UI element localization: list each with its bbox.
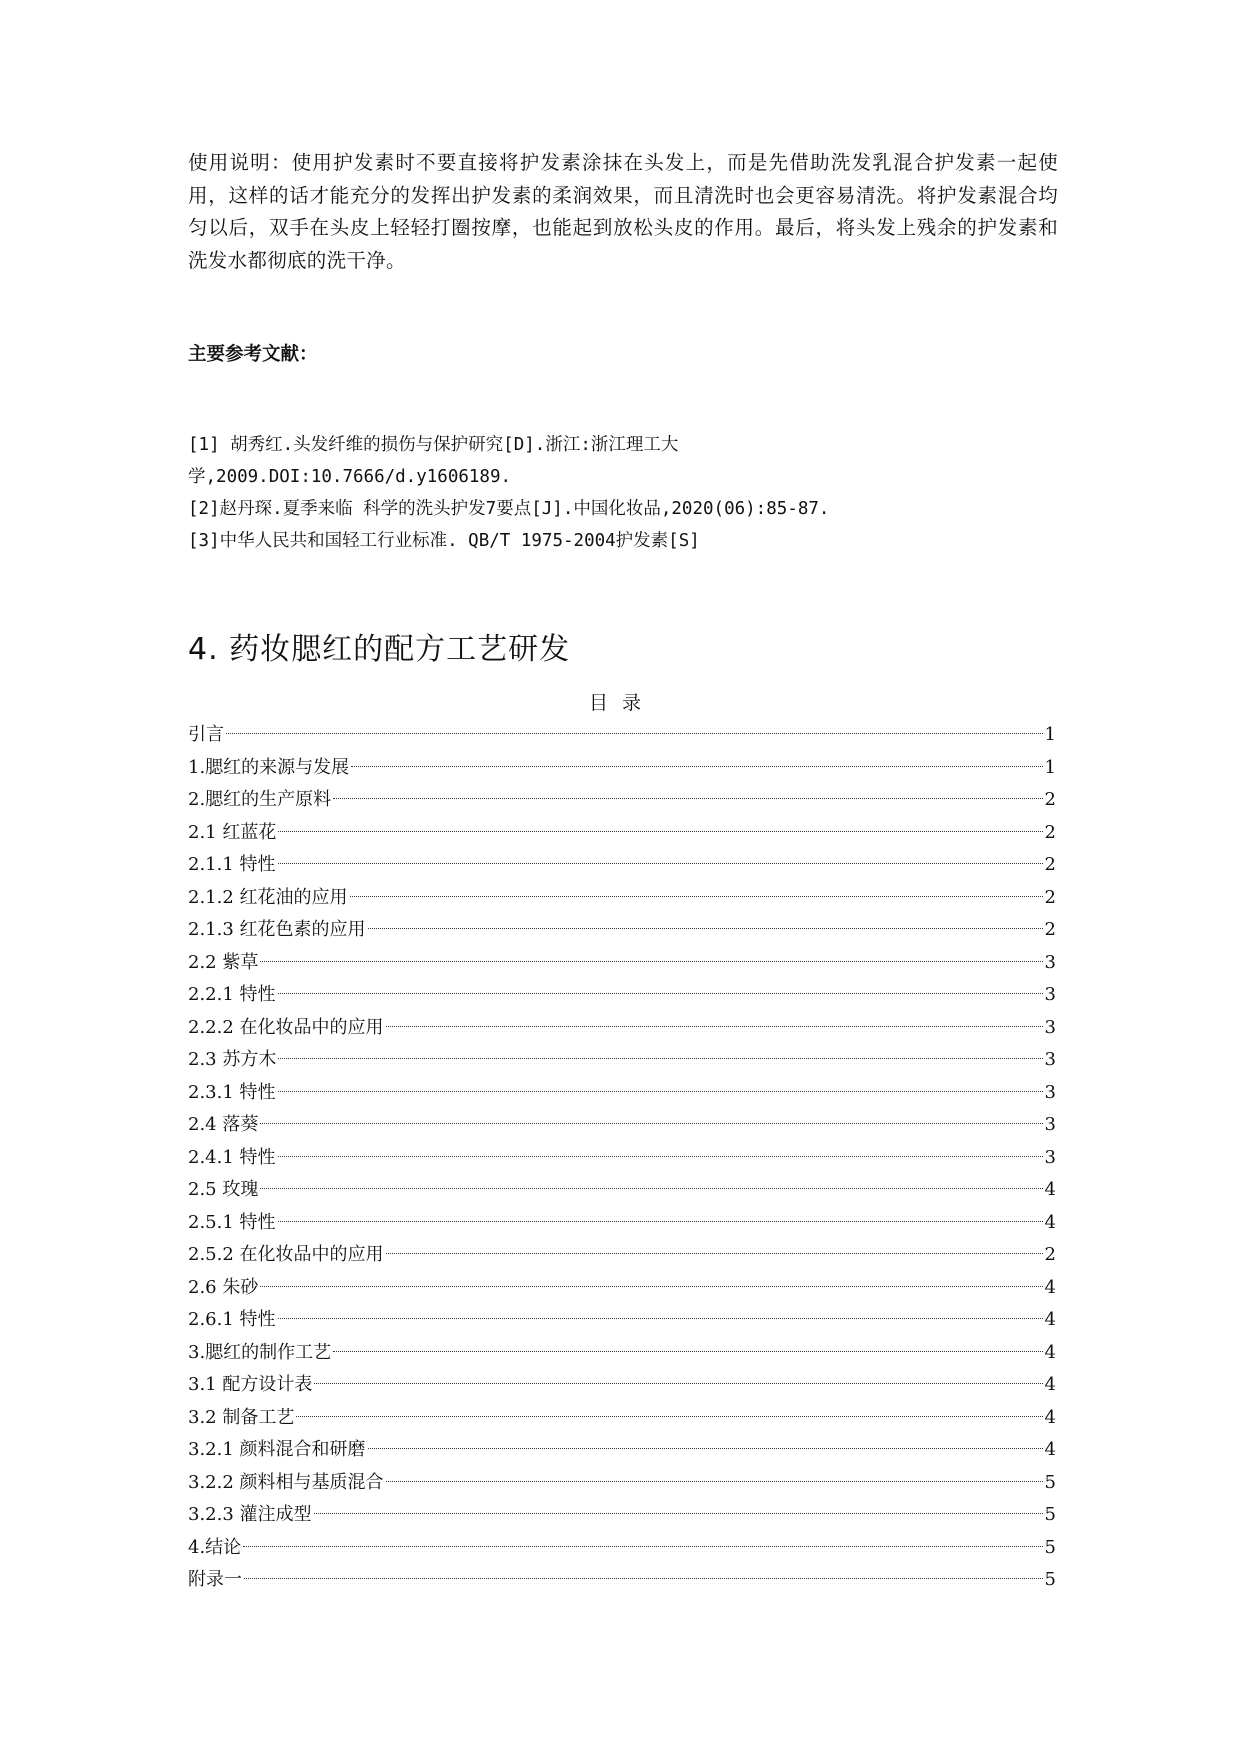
toc-entry-label: 附录一 <box>188 1569 242 1590</box>
toc-leader-dots <box>260 1286 1042 1287</box>
toc-entry[interactable] <box>188 784 1056 817</box>
toc-entry-page: 3 <box>1044 951 1056 973</box>
toc-entry-page: 2 <box>1044 789 1056 810</box>
toc-entry-page: 4 <box>1044 1341 1056 1363</box>
toc-entry-page: 4 <box>1044 1309 1056 1330</box>
toc-entry-page: 1 <box>1044 724 1056 745</box>
toc-leader-dots <box>278 1156 1043 1157</box>
toc-entry-page: 5 <box>1044 1504 1056 1525</box>
references-list <box>188 429 1088 557</box>
toc-leader-dots <box>278 831 1042 832</box>
toc-entry[interactable] <box>188 1142 1056 1175</box>
toc-entry[interactable] <box>188 1337 1056 1370</box>
toc-entry-label: 3.2.2 颜料相与基质混合 <box>188 1471 384 1493</box>
toc-entry-label: 2.5 玫瑰 <box>188 1179 259 1200</box>
toc-entry[interactable] <box>188 1564 1056 1597</box>
usage-instructions: 使用说明：使用护发素时不要直接将护发素涂抹在头发上，而是先借助洗发乳混合护发素一起使用，这样的话才能充分的发挥出护发素的柔润效果，而且清洗时也会更容易清洗。将护发素混合均匀以后，双手在头皮上轻轻打圈按摩，也能起到放松头皮的作用。最后，将头发上残余的护发素和洗发水都彻底的洗干净。 <box>188 151 1058 272</box>
toc-entry-page: 2 <box>1044 886 1056 908</box>
toc-entry[interactable] <box>188 1369 1056 1402</box>
toc-leader-dots <box>333 1351 1042 1352</box>
toc-entry-label: 2.3 苏方木 <box>188 1049 277 1070</box>
toc-entry-label: 2.6.1 特性 <box>188 1309 276 1330</box>
toc-leader-dots <box>314 1513 1043 1514</box>
toc-entry-page: 4 <box>1044 1179 1056 1200</box>
toc-entry[interactable] <box>188 1434 1056 1467</box>
toc-entry-page: 1 <box>1044 756 1056 778</box>
toc-entry-label: 2.2 紫草 <box>188 951 259 973</box>
toc-entry[interactable] <box>188 752 1056 785</box>
toc-entry-page: 3 <box>1044 1146 1056 1168</box>
toc-entry-page: 4 <box>1044 1439 1056 1460</box>
toc-entry[interactable] <box>188 817 1056 850</box>
toc-entry-label: 2.5.1 特性 <box>188 1211 276 1233</box>
toc-entry-label: 2.腮红的生产原料 <box>188 789 332 810</box>
toc-entry-label: 2.1.2 红花油的应用 <box>188 886 348 908</box>
table-of-contents <box>188 719 1056 1597</box>
reference-item: 学,2009.DOI:10.7666/d.y1606189. <box>188 467 512 487</box>
toc-entry[interactable] <box>188 1174 1056 1207</box>
toc-leader-dots <box>350 896 1043 897</box>
toc-leader-dots <box>278 1058 1042 1059</box>
toc-entry-page: 5 <box>1044 1536 1056 1558</box>
toc-entry-page: 2 <box>1044 919 1056 940</box>
reference-item: [3]中华人民共和国轻工行业标准. QB/T 1975-2004护发素[S] <box>188 531 700 551</box>
toc-entry-page: 4 <box>1044 1374 1056 1395</box>
toc-leader-dots <box>278 1091 1043 1092</box>
toc-entry-page: 3 <box>1044 1081 1056 1103</box>
toc-entry[interactable] <box>188 1467 1056 1500</box>
toc-leader-dots <box>368 928 1043 929</box>
toc-leader-dots <box>278 1318 1043 1319</box>
toc-entry-page: 5 <box>1044 1569 1056 1590</box>
toc-entry-page: 2 <box>1044 821 1056 843</box>
toc-entry[interactable] <box>188 849 1056 882</box>
toc-leader-dots <box>351 766 1042 767</box>
reference-item: [2]赵丹琛.夏季来临 科学的洗头护发7要点[J].中国化妆品,2020(06):85-87. <box>188 499 830 519</box>
toc-leader-dots <box>333 798 1042 799</box>
toc-leader-dots <box>243 1546 1042 1547</box>
toc-entry-page: 2 <box>1044 1244 1056 1265</box>
toc-entry-page: 4 <box>1044 1406 1056 1428</box>
toc-entry-page: 3 <box>1044 1114 1056 1135</box>
toc-entry[interactable] <box>188 1044 1056 1077</box>
toc-entry-page: 4 <box>1044 1276 1056 1298</box>
toc-leader-dots <box>386 1481 1043 1482</box>
toc-entry-page: 4 <box>1044 1211 1056 1233</box>
toc-entry-label: 2.3.1 特性 <box>188 1081 276 1103</box>
toc-leader-dots <box>386 1026 1043 1027</box>
toc-entry-label: 3.1 配方设计表 <box>188 1374 313 1395</box>
toc-entry-label: 2.1.1 特性 <box>188 854 276 875</box>
toc-entry-label: 2.5.2 在化妆品中的应用 <box>188 1244 384 1265</box>
toc-entry[interactable] <box>188 1012 1056 1045</box>
toc-entry-label: 3.2.1 颜料混合和研磨 <box>188 1439 366 1460</box>
references-heading: 主要参考文献： <box>188 344 318 365</box>
toc-entry-label: 1.腮红的来源与发展 <box>188 756 350 778</box>
toc-entry-label: 3.2.3 灌注成型 <box>188 1504 312 1525</box>
toc-entry-page: 3 <box>1044 1016 1056 1038</box>
toc-leader-dots <box>368 1448 1043 1449</box>
toc-entry-label: 2.4.1 特性 <box>188 1146 276 1168</box>
toc-entry[interactable] <box>188 1499 1056 1532</box>
toc-leader-dots <box>260 1188 1042 1189</box>
toc-entry[interactable] <box>188 1239 1056 1272</box>
toc-leader-dots <box>278 863 1043 864</box>
toc-entry-label: 2.1.3 红花色素的应用 <box>188 919 366 940</box>
toc-entry-label: 2.4 落葵 <box>188 1114 259 1135</box>
toc-entry-label: 3.腮红的制作工艺 <box>188 1341 332 1363</box>
toc-entry[interactable] <box>188 1402 1056 1435</box>
toc-entry-label: 3.2 制备工艺 <box>188 1406 295 1428</box>
toc-leader-dots <box>260 961 1042 962</box>
toc-entry-label: 4.结论 <box>188 1536 242 1558</box>
toc-entry[interactable] <box>188 1109 1056 1142</box>
toc-entry[interactable] <box>188 979 1056 1012</box>
toc-entry-page: 3 <box>1044 1049 1056 1070</box>
toc-leader-dots <box>244 1578 1043 1579</box>
toc-title: 目录 <box>588 692 655 714</box>
toc-entry[interactable] <box>188 914 1056 947</box>
toc-entry-label: 2.2.2 在化妆品中的应用 <box>188 1016 384 1038</box>
toc-leader-dots <box>296 1416 1042 1417</box>
toc-entry-page: 5 <box>1044 1471 1056 1493</box>
toc-entry-label: 2.6 朱砂 <box>188 1276 259 1298</box>
toc-leader-dots <box>314 1383 1042 1384</box>
toc-leader-dots <box>260 1123 1042 1124</box>
toc-entry-page: 2 <box>1044 854 1056 875</box>
toc-entry[interactable] <box>188 719 1056 752</box>
toc-leader-dots <box>278 1221 1043 1222</box>
toc-entry[interactable] <box>188 1272 1056 1305</box>
toc-entry[interactable] <box>188 882 1056 915</box>
toc-entry[interactable] <box>188 947 1056 980</box>
toc-leader-dots <box>226 733 1043 734</box>
toc-leader-dots <box>278 993 1043 994</box>
toc-leader-dots <box>386 1253 1043 1254</box>
toc-entry[interactable] <box>188 1304 1056 1337</box>
toc-entry[interactable] <box>188 1532 1056 1565</box>
section-title: 4. 药妆腮红的配方工艺研发 <box>188 632 571 667</box>
toc-entry-label: 2.1 红蓝花 <box>188 821 277 843</box>
toc-entry[interactable] <box>188 1077 1056 1110</box>
toc-entry-label: 引言 <box>188 724 224 745</box>
reference-item: [1] 胡秀红.头发纤维的损伤与保护研究[D].浙江:浙江理工大 <box>188 435 679 455</box>
toc-entry[interactable] <box>188 1207 1056 1240</box>
toc-entry-label: 2.2.1 特性 <box>188 984 276 1005</box>
toc-entry-page: 3 <box>1044 984 1056 1005</box>
